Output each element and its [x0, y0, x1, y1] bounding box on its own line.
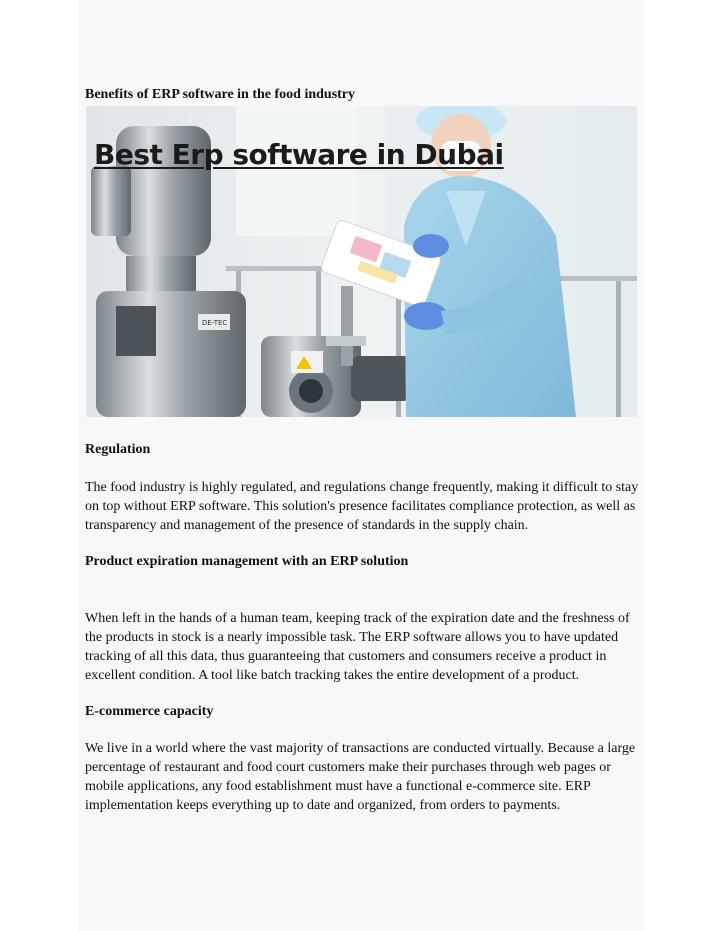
- section-body-ecommerce: We live in a world where the vast majority of transactions are conducted virtually. Because a large percentage of restaurant and food court customers make their purchases through web pages or mobile applications, any food establishment must have a functional e-commerce site. ERP implementation keeps everything up to date and organized, from orders to payments.: [85, 741, 636, 813]
- section-heading-regulation: Regulation: [85, 442, 151, 457]
- image-caption: Best Erp software in Dubai: [94, 138, 504, 171]
- hero-image: [86, 106, 637, 417]
- section-heading-expiration: Product expiration management with an ERP solution: [85, 554, 409, 569]
- section-body-regulation: The food industry is highly regulated, and regulations change frequently, making it difficult to stay on top without ERP software. This solution's presence facilitates compliance protection, as well as transparency and management of the presence of standards in the supply chain.: [85, 480, 639, 533]
- section-heading-ecommerce: E-commerce capacity: [85, 704, 214, 719]
- document-title: Benefits of ERP software in the food industry: [85, 87, 356, 102]
- section-body-expiration: When left in the hands of a human team, keeping track of the expiration date and the freshness of the products in stock is a nearly impossible task. The ERP software allows you to have updated tracking of all this data, thus guaranteeing that customers and consumers receive a product in excellent condition. A tool like batch tracking takes the entire development of a product.: [85, 611, 630, 683]
- svg-text:DE-TEC: DE-TEC: [202, 319, 228, 327]
